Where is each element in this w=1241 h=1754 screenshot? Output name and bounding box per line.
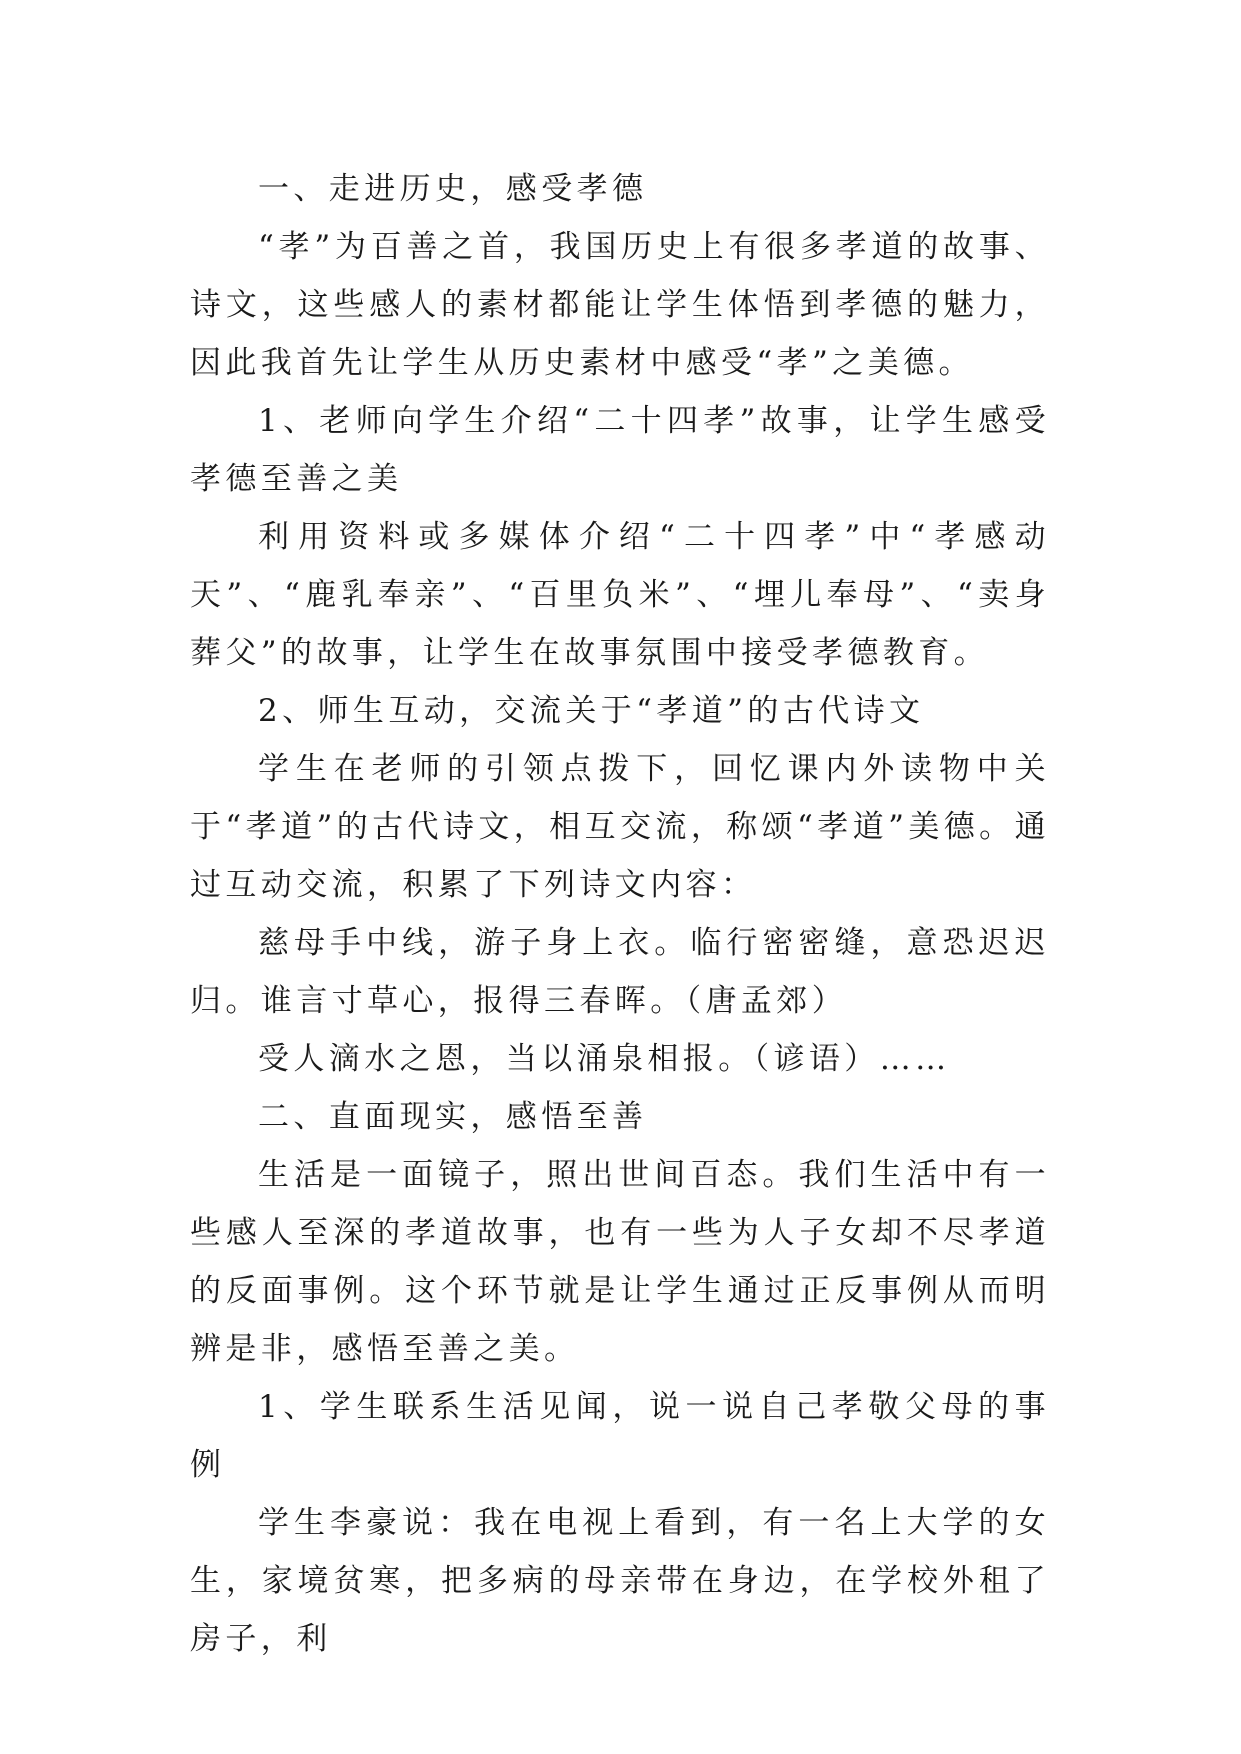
body-paragraph: 生活是一面镜子，照出世间百态。我们生活中有一些感人至深的孝道故事，也有一些为人子女却不尽孝道的反面事例。这个环节就是让学生通过正反事例从而明辨是非，感悟至善之美。 [190, 1157, 1050, 1367]
section-heading-history: 一、走进历史，感受孝德 [258, 171, 648, 207]
subsection-heading: 2、师生互动，交流关于“孝道”的古代诗文 [258, 693, 925, 729]
proverb-quote: 受人滴水之恩，当以涌泉相报。（谚语）…… [258, 1041, 951, 1077]
subsection-heading: 1、学生联系生活见闻，说一说自己孝敬父母的事例 [190, 1389, 1050, 1483]
body-paragraph: 利用资料或多媒体介绍“二十四孝”中“孝感动天”、“鹿乳奉亲”、“百里负米”、“埋儿奉母”、“卖身葬父”的故事，让学生在故事氛围中接受孝德教育。 [190, 519, 1050, 671]
section-heading-reality: 二、直面现实，感悟至善 [258, 1099, 648, 1135]
body-paragraph: 学生在老师的引领点拨下，回忆课内外读物中关于“孝道”的古代诗文，相互交流，称颂“孝道”美德。通过互动交流，积累了下列诗文内容： [190, 751, 1050, 903]
body-paragraph: “孝”为百善之首，我国历史上有很多孝道的故事、诗文，这些感人的素材都能让学生体悟到孝德的魅力，因此我首先让学生从历史素材中感受“孝”之美德。 [190, 229, 1050, 381]
subsection-heading: 1、老师向学生介绍“二十四孝”故事，让学生感受孝德至善之美 [190, 403, 1050, 497]
poem-quote: 慈母手中线，游子身上衣。临行密密缝，意恐迟迟归。谁言寸草心，报得三春晖。（唐孟郊） [190, 925, 1050, 1019]
document-body [190, 160, 1050, 1668]
body-paragraph: 学生李豪说：我在电视上看到，有一名上大学的女生，家境贫寒，把多病的母亲带在身边，在学校外租了房子，利 [190, 1505, 1050, 1657]
